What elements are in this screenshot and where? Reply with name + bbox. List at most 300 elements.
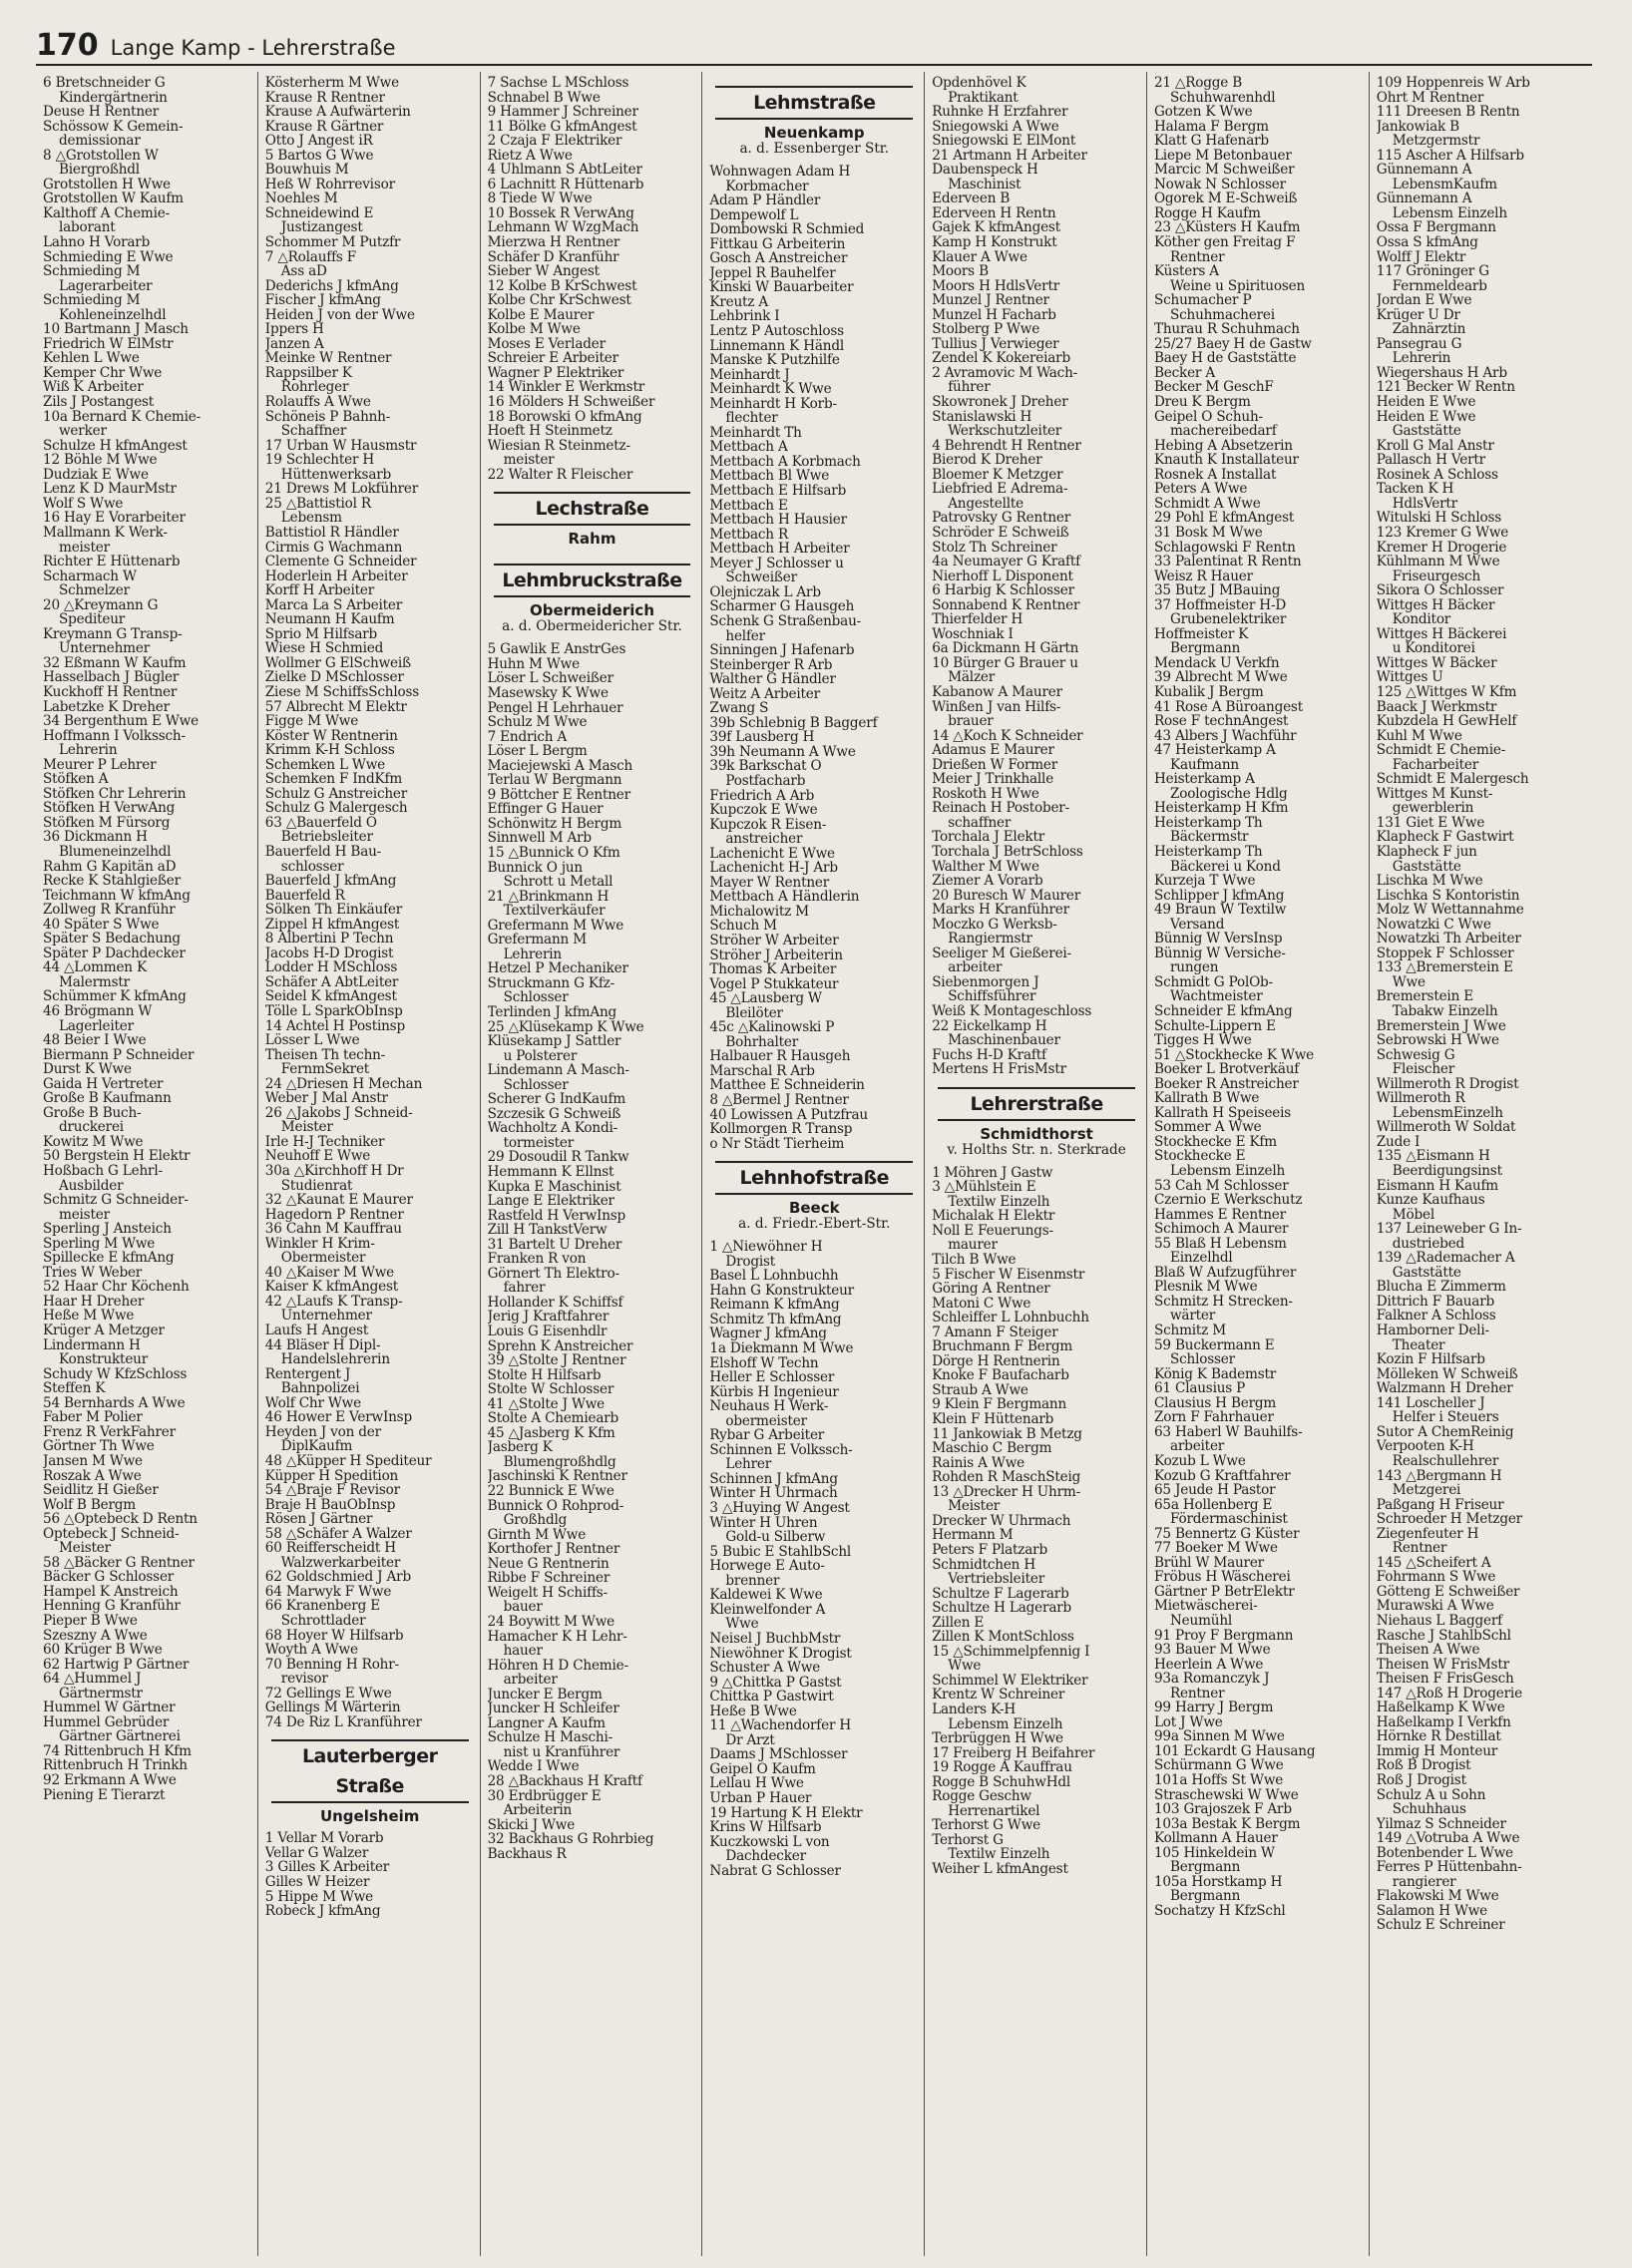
entry-continuation: helfer: [725, 628, 765, 644]
directory-column: [1147, 72, 1370, 2256]
entry-continuation: Fleischer: [1392, 1062, 1455, 1077]
entry-continuation: Bergmann: [1169, 1889, 1241, 1904]
directory-entry: Drecker W Uhrmach: [932, 1513, 1071, 1529]
directory-entry: Battistiol R Händler: [264, 525, 399, 541]
directory-entry: Krüger U Dr: [1376, 307, 1460, 323]
directory-entry: 21 Artmann H Arbeiter: [932, 148, 1087, 164]
directory-entry: Terbrüggen H Wwe: [932, 1731, 1063, 1746]
page-title: Lange Kamp - Lehrerstraße: [110, 36, 396, 60]
directory-entry: Tries W Weber: [43, 1265, 143, 1281]
directory-entry: 46 Hower E VerwInsp: [264, 1410, 412, 1425]
directory-entry: 51 △Stockhecke K Wwe: [1153, 1047, 1315, 1063]
directory-entry: 1 Möhren J Gastw: [932, 1165, 1053, 1181]
directory-entry: Gosch A Anstreicher: [709, 251, 848, 266]
entry-continuation: Angestellte: [948, 496, 1023, 512]
directory-entry: Olejniczak L Arb: [709, 584, 821, 600]
directory-entry: 6 Bretschneider G: [43, 76, 166, 91]
entry-continuation: Beerdigungsinst: [1392, 1164, 1502, 1179]
directory-entry: Schmidt G PolOb-: [1153, 974, 1273, 990]
entry-continuation: hauer: [503, 1644, 543, 1659]
directory-entry: Lahno H Vorarb: [43, 235, 151, 250]
directory-entry: Rietz A Wwe: [487, 148, 573, 164]
directory-entry: Heisterkamp A: [1153, 772, 1255, 787]
directory-entry: Heße M Wwe: [43, 1309, 135, 1324]
entry-continuation: Handelslehrerin: [280, 1352, 390, 1367]
directory-entry: Bünnig W Versiche-: [1153, 945, 1286, 961]
directory-entry: 41 △Stolte J Wwe: [487, 1396, 606, 1412]
directory-entry: Thierfelder H: [932, 612, 1023, 627]
directory-entry: Spillecke E kfmAng: [43, 1251, 175, 1266]
directory-entry: Sieber W Angest: [487, 264, 600, 279]
directory-entry: Rösen J Gärtner: [264, 1512, 373, 1527]
directory-entry: Boeker R Anstreicher: [1153, 1076, 1299, 1092]
directory-entry: Peters A Wwe: [1153, 482, 1248, 497]
directory-entry: 6 Lachnitt R Hüttenarb: [487, 177, 644, 192]
directory-entry: Ziegenfeuter H: [1376, 1526, 1479, 1542]
directory-entry: Kolbe M Wwe: [487, 322, 581, 337]
directory-entry: Kallrath B Wwe: [1153, 1091, 1260, 1106]
directory-entry: 7 Amann F Steiger: [932, 1324, 1058, 1340]
entry-continuation: Dachdecker: [725, 1849, 806, 1864]
directory-entry: Bouwhuis M: [264, 163, 349, 178]
directory-entry: Nowatzki C Wwe: [1376, 917, 1491, 933]
directory-entry: Rose F technAngest: [1153, 714, 1289, 729]
directory-entry: Wolff J Elektr: [1376, 249, 1466, 265]
directory-entry: 143 △Bergmann H: [1376, 1468, 1502, 1484]
directory-entry: Mierzwa H Rentner: [487, 235, 620, 250]
directory-entry: Kupczok R Eisen-: [709, 817, 827, 833]
directory-entry: Moses E Verlader: [487, 336, 606, 352]
directory-entry: Immig H Monteur: [1376, 1743, 1498, 1759]
directory-entry: Wittges H Bäckerei: [1376, 626, 1507, 642]
directory-entry: Woyth A Wwe: [264, 1643, 358, 1658]
directory-entry: Winßen J van Hilfs-: [932, 699, 1061, 715]
directory-entry: 50 Bergstein H Elektr: [43, 1149, 191, 1165]
directory-entry: Schudy W KfzSchloss: [43, 1366, 188, 1382]
directory-entry: 11 Bölke G kfmAngest: [487, 119, 637, 135]
directory-entry: Steinberger R Arb: [709, 657, 833, 673]
directory-entry: 60 Krüger B Wwe: [43, 1643, 163, 1658]
directory-entry: 21 △Brinkmann H: [487, 889, 610, 905]
directory-entry: Schmidt A Wwe: [1153, 496, 1261, 512]
entry-continuation: Bohrhalter: [725, 1034, 799, 1050]
directory-entry: 8 Tiede W Wwe: [487, 191, 593, 206]
entry-continuation: obermeister: [725, 1413, 807, 1429]
directory-entry: Munzel H Facharb: [932, 307, 1056, 323]
entry-continuation: Herrenartikel: [948, 1803, 1040, 1819]
directory-entry: Walzmann H Dreher: [1376, 1381, 1513, 1396]
directory-entry: Sommer A Wwe: [1153, 1120, 1262, 1135]
directory-entry: Ossa F Bergmann: [1376, 220, 1496, 236]
directory-entry: Ederveen H Rentn: [932, 205, 1056, 221]
directory-entry: 4 Behrendt H Rentner: [932, 438, 1081, 454]
directory-entry: Meinhardt K Wwe: [709, 382, 832, 397]
directory-entry: 105a Horstkamp H: [1153, 1874, 1283, 1890]
directory-entry: 8 △Grotstollen W: [43, 148, 159, 164]
directory-entry: Schmidt E Chemie-: [1376, 743, 1506, 758]
directory-entry: Schimmel W Elektriker: [932, 1673, 1088, 1689]
entry-continuation: rungen: [1169, 960, 1219, 975]
directory-entry: 39 Albrecht M Wwe: [1153, 670, 1288, 685]
entry-continuation: u Konditorei: [1392, 641, 1475, 656]
directory-entry: Grefermann M: [487, 933, 587, 947]
directory-entry: Lellau H Wwe: [709, 1776, 804, 1791]
directory-entry: Heerlein A Wwe: [1153, 1657, 1264, 1673]
directory-entry: 101a Hoffs St Wwe: [1153, 1772, 1284, 1788]
street-heading: Lehnhofstraße: [715, 1161, 913, 1195]
directory-entry: 8 Albertini P Techn: [264, 932, 394, 946]
directory-entry: Schultze H Lagerarb: [932, 1601, 1072, 1616]
directory-entry: 93 Bauer M Wwe: [1153, 1643, 1271, 1658]
directory-entry: 29 Dosoudil R Tankw: [487, 1150, 629, 1165]
directory-entry: Kamp H Konstrukt: [932, 235, 1057, 250]
directory-entry: Thomas K Arbeiter: [709, 962, 837, 977]
directory-entry: 45 △Jasberg K Kfm: [487, 1425, 615, 1441]
directory-entry: Ippers H: [264, 322, 324, 337]
directory-entry: Lischka M Wwe: [1376, 874, 1483, 889]
entry-continuation: Bleilöter: [725, 1005, 783, 1021]
directory-entry: 63 △Bauerfeld O: [264, 815, 377, 831]
directory-entry: 5 Gawlik E AnstrGes: [487, 642, 626, 657]
directory-entry: Fittkau G Arbeiterin: [709, 236, 846, 252]
entry-continuation: nist u Kranführer: [503, 1744, 620, 1760]
directory-entry: Biermann P Schneider: [43, 1047, 195, 1063]
directory-entry: Kremer H Drogerie: [1376, 540, 1507, 556]
directory-entry: Otto J Angest iR: [264, 134, 373, 149]
entry-continuation: Wachtmeister: [1169, 989, 1263, 1004]
directory-entry: Bäcker G Schlosser: [43, 1570, 175, 1585]
directory-entry: Meinhardt H Korb-: [709, 396, 837, 412]
directory-entry: Matoni C Wwe: [932, 1296, 1031, 1312]
directory-entry: 10 Bürger G Brauer u: [932, 655, 1078, 671]
entry-continuation: Textilverkäufer: [503, 904, 606, 919]
directory-entry: Neisel J BuchbMstr: [709, 1631, 841, 1647]
directory-entry: 22 Walter R Fleischer: [487, 467, 633, 483]
entry-continuation: Einzelhdl: [1169, 1251, 1233, 1266]
directory-entry: Stöfken A: [43, 772, 109, 787]
street-heading: Lechstraße: [494, 492, 691, 526]
directory-entry: Hebing A Absetzerin: [1153, 438, 1293, 454]
directory-entry: Korthofer J Rentner: [487, 1542, 620, 1557]
directory-entry: Linnemann K Händl: [709, 338, 844, 354]
directory-entry: Torchala J Elektr: [932, 830, 1045, 845]
directory-entry: Manske K Putzhilfe: [709, 353, 840, 368]
directory-entry: Zendel K Kokereiarb: [932, 351, 1070, 366]
directory-entry: 105 Hinkeldein W: [1153, 1845, 1275, 1861]
directory-entry: Schöneis P Bahnh-: [264, 409, 391, 425]
directory-entry: 117 Gröninger G: [1376, 264, 1489, 279]
directory-entry: Marca La S Arbeiter: [264, 597, 403, 613]
directory-entry: 48 Beier I Wwe: [43, 1033, 147, 1048]
entry-continuation: Lebensm Einzelh: [948, 1716, 1063, 1732]
entry-continuation: Schweißer: [725, 570, 797, 585]
directory-entry: Lachenicht E Wwe: [709, 846, 835, 862]
directory-entry: 68 Hoyer W Hilfsarb: [264, 1628, 404, 1644]
directory-entry: Mietwäscherei-: [1153, 1599, 1258, 1614]
directory-entry: Geipel O Schuh-: [1153, 409, 1263, 425]
directory-entry: Wiesian R Steinmetz-: [487, 438, 630, 454]
entry-continuation: Unternehmer: [280, 1309, 372, 1324]
directory-entry: Walther M Wwe: [932, 859, 1039, 875]
directory-entry: Mettbach A: [709, 440, 788, 455]
entry-continuation: Studienrat: [280, 1178, 353, 1194]
directory-entry: Günnemann A: [1376, 163, 1472, 178]
directory-entry: Rogge Geschw: [932, 1789, 1031, 1804]
directory-entry: Tölle L SparkObInsp: [264, 1004, 403, 1019]
directory-entry: 23 △Küsters H Kaufm: [1153, 220, 1301, 236]
directory-entry: 52 Haar Chr Köchenh: [43, 1280, 190, 1295]
entry-continuation: Gaststätte: [1392, 859, 1461, 875]
directory-entry: Struckmann G Kfz-: [487, 975, 615, 991]
entry-continuation: Malermstr: [59, 974, 130, 990]
directory-entry: Meinke W Rentner: [264, 351, 392, 366]
directory-entry: Hermann M: [932, 1528, 1014, 1543]
entry-continuation: Gaststätte: [1392, 424, 1461, 439]
directory-entry: Schemken L Wwe: [264, 757, 385, 773]
directory-entry: Tullius J Verwieger: [932, 336, 1059, 352]
directory-entry: 20 Buresch W Maurer: [932, 888, 1081, 904]
directory-entry: Schulze H kfmAngest: [43, 438, 188, 454]
entry-continuation: Metzgermstr: [1392, 134, 1480, 149]
entry-continuation: Dr Arzt: [725, 1732, 775, 1748]
street-location-note: a. d. Essenberger Str.: [739, 141, 890, 157]
directory-entry: Lindermann H: [43, 1337, 141, 1353]
directory-entry: Mettbach E: [709, 498, 788, 514]
directory-entry: Ziese M SchiffsSchloss: [264, 684, 420, 700]
directory-entry: Noehles M: [264, 191, 338, 206]
directory-entry: Krüger A Metzger: [43, 1323, 165, 1338]
directory-entry: Pansegrau G: [1376, 336, 1462, 352]
directory-entry: Tilch B Wwe: [932, 1253, 1017, 1268]
entry-continuation: Maschinenbauer: [948, 1033, 1060, 1048]
entry-continuation: Kohleneinzelhdl: [59, 307, 167, 323]
directory-entry: Kubalik J Bergm: [1153, 684, 1264, 700]
directory-entry: Schümmer K kfmAng: [43, 989, 187, 1004]
entry-continuation: meister: [59, 540, 110, 556]
directory-entry: Adamus E Maurer: [932, 743, 1054, 758]
directory-entry: 44 Bläser H Dipl-: [264, 1337, 381, 1353]
entry-continuation: LebensmEinzelh: [1392, 1105, 1503, 1121]
directory-entry: Reinach H Postober-: [932, 801, 1069, 816]
directory-entry: Winkler H Krim-: [264, 1236, 375, 1252]
directory-entry: 56 △Optebeck D Rentn: [43, 1512, 198, 1527]
directory-entry: Skicki J Wwe: [487, 1817, 576, 1833]
entry-continuation: Weine u Spirituosen: [1169, 278, 1306, 294]
directory-entry: 99 Harry J Bergm: [1153, 1701, 1274, 1715]
directory-entry: Meinhardt J: [709, 367, 790, 383]
directory-entry: Krause A Aufwärterin: [264, 105, 411, 120]
directory-entry: Baey H de Gaststätte: [1153, 351, 1297, 366]
directory-entry: Heisterkamp Th: [1153, 844, 1263, 860]
directory-entry: Stolte H Hilfsarb: [487, 1367, 602, 1383]
directory-entry: Stolte W Schlosser: [487, 1382, 614, 1397]
entry-continuation: Versand: [1169, 917, 1225, 933]
directory-entry: Sprehn K Anstreicher: [487, 1338, 633, 1354]
entry-continuation: Bahnpolizei: [280, 1381, 360, 1396]
directory-entry: Nowatzki Th Arbeiter: [1376, 932, 1521, 946]
directory-entry: Marcic M Schweißer: [1153, 163, 1295, 178]
directory-entry: 3 △Mühlstein E: [932, 1180, 1036, 1195]
directory-entry: Lange E Elektriker: [487, 1194, 614, 1209]
directory-entry: Kehlen L Wwe: [43, 351, 140, 366]
directory-entry: Bierod K Dreher: [932, 453, 1042, 468]
directory-entry: Gilles W Heizer: [264, 1874, 370, 1890]
directory-entry: Stöfken M Fürsorg: [43, 815, 171, 831]
directory-entry: Recke K Stahlgießer: [43, 874, 181, 889]
directory-entry: Kunze Kaufhaus: [1376, 1193, 1485, 1208]
directory-entry: Matthee E Schneiderin: [709, 1078, 865, 1093]
district-name: Beeck: [788, 1199, 840, 1218]
directory-entry: 145 △Scheifert A: [1376, 1555, 1491, 1571]
entry-continuation: Betriebsleiter: [280, 830, 373, 845]
directory-entry: Kallrath H Speiseeis: [1153, 1105, 1292, 1121]
directory-entry: Bloemer K Metzger: [932, 467, 1063, 483]
directory-entry: Sutor A ChemReinig: [1376, 1424, 1514, 1440]
entry-continuation: Praktikant: [948, 90, 1019, 106]
directory-entry: 64 △Hummel J: [43, 1672, 142, 1687]
directory-entry: Ederveen B: [932, 191, 1011, 206]
directory-entry: Wohnwagen Adam H: [709, 165, 851, 180]
directory-entry: Schmieding M: [43, 293, 141, 308]
directory-entry: 77 Boeker M Wwe: [1153, 1541, 1278, 1556]
directory-entry: Verpooten K-H: [1376, 1439, 1474, 1454]
entry-continuation: Textilw Einzelh: [948, 1194, 1050, 1210]
entry-continuation: meister: [59, 1207, 110, 1223]
directory-entry: 14 △Koch K Schneider: [932, 728, 1083, 744]
directory-entry: 147 △Roß H Drogerie: [1376, 1686, 1522, 1701]
directory-entry: Schultze F Lagerarb: [932, 1586, 1069, 1602]
directory-entry: Lodder H MSchloss: [264, 960, 398, 975]
directory-column: [36, 72, 258, 2256]
directory-entry: 101 Eckardt G Hausang: [1153, 1743, 1316, 1759]
entry-continuation: arbeiter: [948, 960, 1003, 975]
directory-entry: Michalak H Elektr: [932, 1209, 1055, 1224]
directory-entry: 22 Bunnick E Wwe: [487, 1484, 614, 1499]
entry-continuation: schlosser: [280, 859, 344, 875]
directory-entry: Ossa S kfmAng: [1376, 235, 1478, 250]
directory-entry: Sniegowski A Wwe: [932, 119, 1059, 135]
entry-continuation: Schlosser: [1169, 1352, 1235, 1367]
directory-entry: Heisterkamp Th: [1153, 815, 1263, 831]
directory-entry: Ribbe F Schreiner: [487, 1571, 611, 1586]
directory-entry: Skowronek J Dreher: [932, 395, 1068, 410]
directory-entry: 5 Hippe M Wwe: [264, 1889, 374, 1905]
directory-entry: Bruchmann F Bergm: [932, 1339, 1073, 1354]
directory-entry: Jaschinski K Rentner: [487, 1469, 627, 1485]
directory-entry: 40 Später S Wwe: [43, 917, 160, 933]
directory-entry: Kaiser K kfmAngest: [264, 1280, 399, 1295]
directory-entry: 1 △Niewöhner H: [709, 1240, 823, 1255]
directory-entry: Kozin F Hilfsarb: [1376, 1352, 1485, 1367]
directory-entry: Stöfken Chr Lehrerin: [43, 786, 187, 802]
directory-entry: 62 Goldschmied J Arb: [264, 1570, 411, 1585]
directory-entry: Mettbach H Arbeiter: [709, 542, 850, 557]
directory-entry: Mettbach Bl Wwe: [709, 469, 830, 485]
entry-continuation: rangierer: [1392, 1874, 1456, 1890]
directory-entry: Straschewski W Wwe: [1153, 1787, 1299, 1803]
directory-entry: Mettbach R: [709, 527, 789, 543]
directory-entry: 14 Achtel H Postinsp: [264, 1018, 405, 1034]
directory-entry: Schleiffer L Lohnbuchh: [932, 1311, 1089, 1325]
directory-entry: Vellar G Walzer: [264, 1845, 369, 1861]
directory-entry: Heller E Schlosser: [709, 1370, 835, 1385]
entry-continuation: Wwe: [948, 1659, 982, 1674]
directory-entry: Hoeft H Steinmetz: [487, 424, 612, 439]
directory-entry: Bauerfeld R: [264, 888, 345, 904]
directory-entry: Nabrat G Schlosser: [709, 1863, 841, 1879]
directory-entry: 17 Urban W Hausmstr: [264, 438, 417, 454]
directory-entry: Rogge H Kaufm: [1153, 205, 1261, 221]
directory-entry: Fohrmann S Wwe: [1376, 1570, 1496, 1585]
entry-continuation: LebensmKaufm: [1392, 177, 1497, 192]
directory-entry: Schulz E Schreiner: [1376, 1918, 1505, 1933]
directory-entry: Liepe M Betonbauer: [1153, 148, 1292, 164]
directory-entry: Kemper Chr Wwe: [43, 365, 163, 381]
directory-entry: Wagner J kfmAng: [709, 1326, 827, 1342]
directory-entry: Bremerstein J Wwe: [1376, 1018, 1506, 1034]
directory-entry: Hammes E Rentner: [1153, 1207, 1286, 1223]
entry-continuation: Fördermaschinist: [1169, 1512, 1288, 1527]
directory-entry: Roß B Drogist: [1376, 1758, 1471, 1773]
directory-entry: Niewöhner K Drogist: [709, 1646, 852, 1662]
directory-entry: Rosnek A Installat: [1153, 467, 1277, 483]
district-name: Obermeiderich: [529, 601, 654, 620]
directory-entry: Meyer J Schlosser u: [709, 556, 844, 571]
directory-entry: Sonnabend K Rentner: [932, 597, 1080, 613]
directory-entry: Gotzen K Wwe: [1153, 105, 1253, 120]
entry-continuation: Kaufmann: [1169, 757, 1239, 773]
directory-entry: Paßgang H Friseur: [1376, 1497, 1504, 1513]
directory-entry: 63 Haberl W Bauhilfs-: [1153, 1424, 1303, 1440]
directory-entry: 34 Bergenthum E Wwe: [43, 714, 199, 729]
directory-entry: Schulte-Lippern E: [1153, 1018, 1276, 1034]
entry-continuation: Facharbeiter: [1392, 757, 1479, 773]
directory-entry: Mendack U Verkfn: [1153, 655, 1280, 671]
directory-entry: Küsters A: [1153, 264, 1219, 279]
directory-entry: Stolberg P Wwe: [932, 322, 1040, 337]
directory-entry: Munzel J Rentner: [932, 293, 1049, 308]
directory-entry: 25 △Klüsekamp K Wwe: [487, 1019, 644, 1035]
directory-entry: 65a Hollenberg E: [1153, 1497, 1273, 1513]
entry-continuation: Schlosser: [503, 1077, 569, 1093]
directory-entry: Chittka P Gastwirt: [709, 1690, 834, 1704]
directory-entry: Wittges H Bäcker: [1376, 597, 1495, 613]
directory-entry: Rainis A Wwe: [932, 1455, 1024, 1471]
street-heading: Lehmbruckstraße: [494, 564, 691, 597]
directory-entry: Heiden J von der Wwe: [264, 307, 415, 323]
directory-entry: Kollmorgen R Transp: [709, 1122, 853, 1137]
entry-continuation: Spediteur: [59, 612, 126, 627]
entry-continuation: Lebensm: [280, 511, 342, 526]
entry-continuation: werker: [59, 424, 107, 439]
entry-continuation: Konstrukteur: [59, 1352, 149, 1367]
directory-entry: Backhaus R: [487, 1846, 567, 1862]
directory-entry: Mettbach H Hausier: [709, 513, 847, 528]
directory-entry: Haßelkamp I Verkfn: [1376, 1714, 1511, 1730]
directory-entry: Große B Kaufmann: [43, 1091, 172, 1106]
directory-entry: Schmitz M: [1153, 1323, 1226, 1338]
directory-entry: Michalowitz M: [709, 904, 809, 920]
directory-entry: Kuckhoff H Rentner: [43, 684, 178, 700]
directory-entry: Neuhoff E Wwe: [264, 1149, 371, 1165]
directory-entry: Liebfried E Adrema-: [932, 482, 1068, 497]
entry-continuation: Werkschutzleiter: [948, 424, 1062, 439]
directory-entry: Yilmaz S Schneider: [1376, 1816, 1506, 1832]
directory-entry: Lot J Wwe: [1153, 1714, 1223, 1730]
directory-entry: Schulz G Anstreicher: [264, 786, 408, 802]
entry-continuation: Kindergärtnerin: [59, 90, 168, 106]
entry-continuation: Zoologische Hdlg: [1169, 786, 1288, 802]
